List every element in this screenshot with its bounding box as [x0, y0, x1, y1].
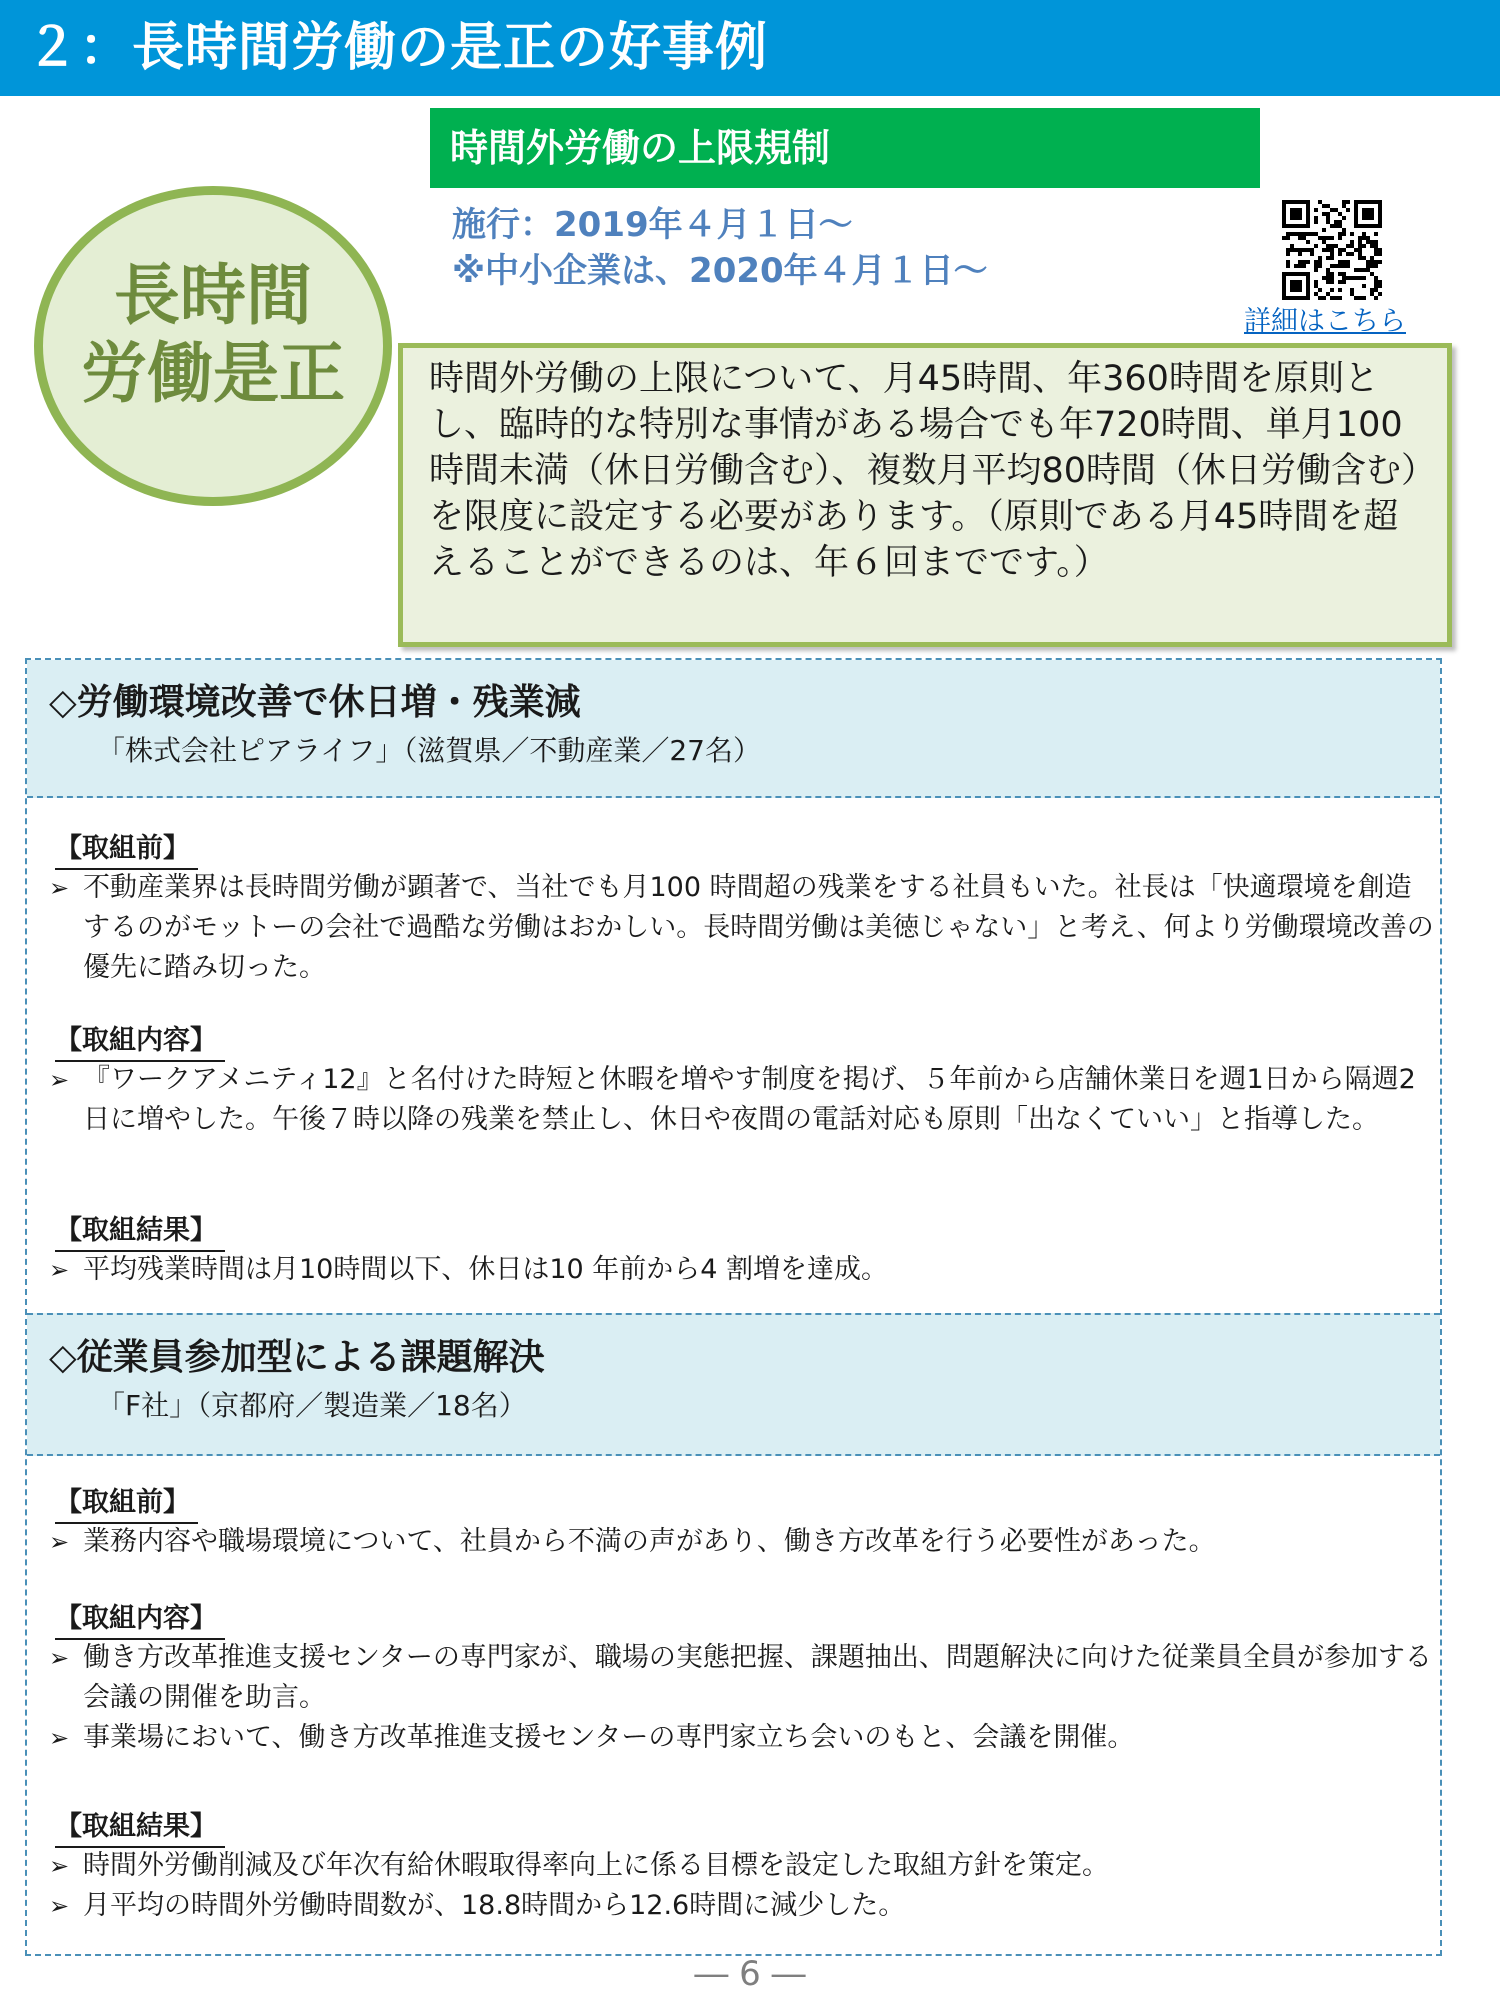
result-label: 【取組結果】: [55, 1212, 225, 1252]
list-item: [49, 868, 1434, 988]
topic-badge: [34, 186, 392, 506]
arrow-bullet-icon: ➢: [49, 1528, 70, 1556]
list-item: [49, 1886, 1434, 1926]
topic-badge-line2: 労働是正: [81, 335, 345, 412]
bullet-text: 業務内容や職場環境について、社員から不満の声があり、働き方改革を行う必要性があった。: [83, 1526, 1216, 1557]
enforcement-date: 施行：2019年４月１日～: [452, 205, 853, 245]
rule-heading: 時間外労働の上限規制: [450, 126, 831, 170]
arrow-bullet-icon: ➢: [49, 1892, 70, 1920]
case-studies-panel: [25, 658, 1442, 1956]
qr-code-icon[interactable]: [1282, 200, 1382, 300]
list-item: [49, 1718, 1434, 1758]
before-label: 【取組前】: [55, 830, 198, 870]
sme-enforcement-date: ※中小企業は、2020年４月１日～: [452, 251, 988, 291]
rule-heading-band: [430, 108, 1260, 188]
arrow-bullet-icon: ➢: [49, 1066, 70, 1094]
bullet-text: 『ワークアメニティ12』と名付けた時短と休暇を増やす制度を掲げ、５年前から店舗休業日を週1日から隔週2 日に増やした。午後７時以降の残業を禁止し、休日や夜間の電話対応も原則「出なくていい」と指導した。: [83, 1064, 1416, 1135]
list-item: [49, 1846, 1434, 1886]
case-title: ◇労働環境改善で休日増・残業減: [49, 682, 581, 723]
bullet-text: 不動産業界は長時間労働が顕著で、当社でも月100 時間超の残業をする社員もいた。社長は「快適環境を創造するのがモットーの会社で過酷な労働はおかしい。長時間労働は美徳じゃない」と考え、何より労働環境改善の優先に踏み切った。: [83, 872, 1434, 983]
case-header: [27, 1313, 1440, 1456]
bullet-text: 働き方改革推進支援センターの専門家が、職場の実態把握、課題抽出、問題解決に向けた従業員全員が参加する会議の開催を助言。: [83, 1642, 1432, 1713]
list-item: [49, 1638, 1434, 1718]
list-item: [49, 1060, 1434, 1140]
content-label: 【取組内容】: [55, 1022, 225, 1062]
header-bar: [0, 0, 1500, 96]
before-label: 【取組前】: [55, 1484, 198, 1524]
bullet-text: 事業場において、働き方改革推進支援センターの専門家立ち会いのもと、会議を開催。: [83, 1722, 1135, 1753]
case-title: ◇従業員参加型による課題解決: [49, 1337, 545, 1378]
arrow-bullet-icon: ➢: [49, 1644, 70, 1672]
list-item: [49, 1522, 1434, 1562]
list-item: [49, 1250, 1434, 1290]
rule-description-box: [398, 343, 1452, 647]
arrow-bullet-icon: ➢: [49, 1256, 70, 1284]
bullet-text: 平均残業時間は月10時間以下、休日は10 年前から4 割増を達成。: [83, 1254, 889, 1285]
arrow-bullet-icon: ➢: [49, 1852, 70, 1880]
case-company: 「株式会社ピアライフ」（滋賀県／不動産業／27名）: [97, 734, 761, 767]
case-header: [27, 660, 1440, 798]
bullet-text: 時間外労働削減及び年次有給休暇取得率向上に係る目標を設定した取組方針を策定。: [83, 1850, 1109, 1881]
result-label: 【取組結果】: [55, 1808, 225, 1848]
rule-description: 時間外労働の上限について、月45時間、年360時間を原則とし、臨時的な特別な事情がある場合でも年720時間、単月100時間未満（休日労働含む）、複数月平均80時間（休日労働含む）を限度に設定する必要があります。（原則である月45時間を超えることができるのは、年６回までです。）: [429, 359, 1419, 583]
page-title: ２：長時間労働の是正の好事例: [26, 18, 769, 78]
arrow-bullet-icon: ➢: [49, 874, 70, 902]
bullet-text: 月平均の時間外労働時間数が、18.8時間から12.6時間に減少した。: [83, 1890, 906, 1921]
detail-link[interactable]: 詳細はこちら: [1244, 306, 1406, 337]
arrow-bullet-icon: ➢: [49, 1724, 70, 1752]
topic-badge-line1: 長時間: [114, 257, 312, 334]
case-company: 「F社」（京都府／製造業／18名）: [97, 1389, 527, 1422]
page-number: ― 6 ―: [694, 1954, 806, 1994]
content-label: 【取組内容】: [55, 1600, 225, 1640]
